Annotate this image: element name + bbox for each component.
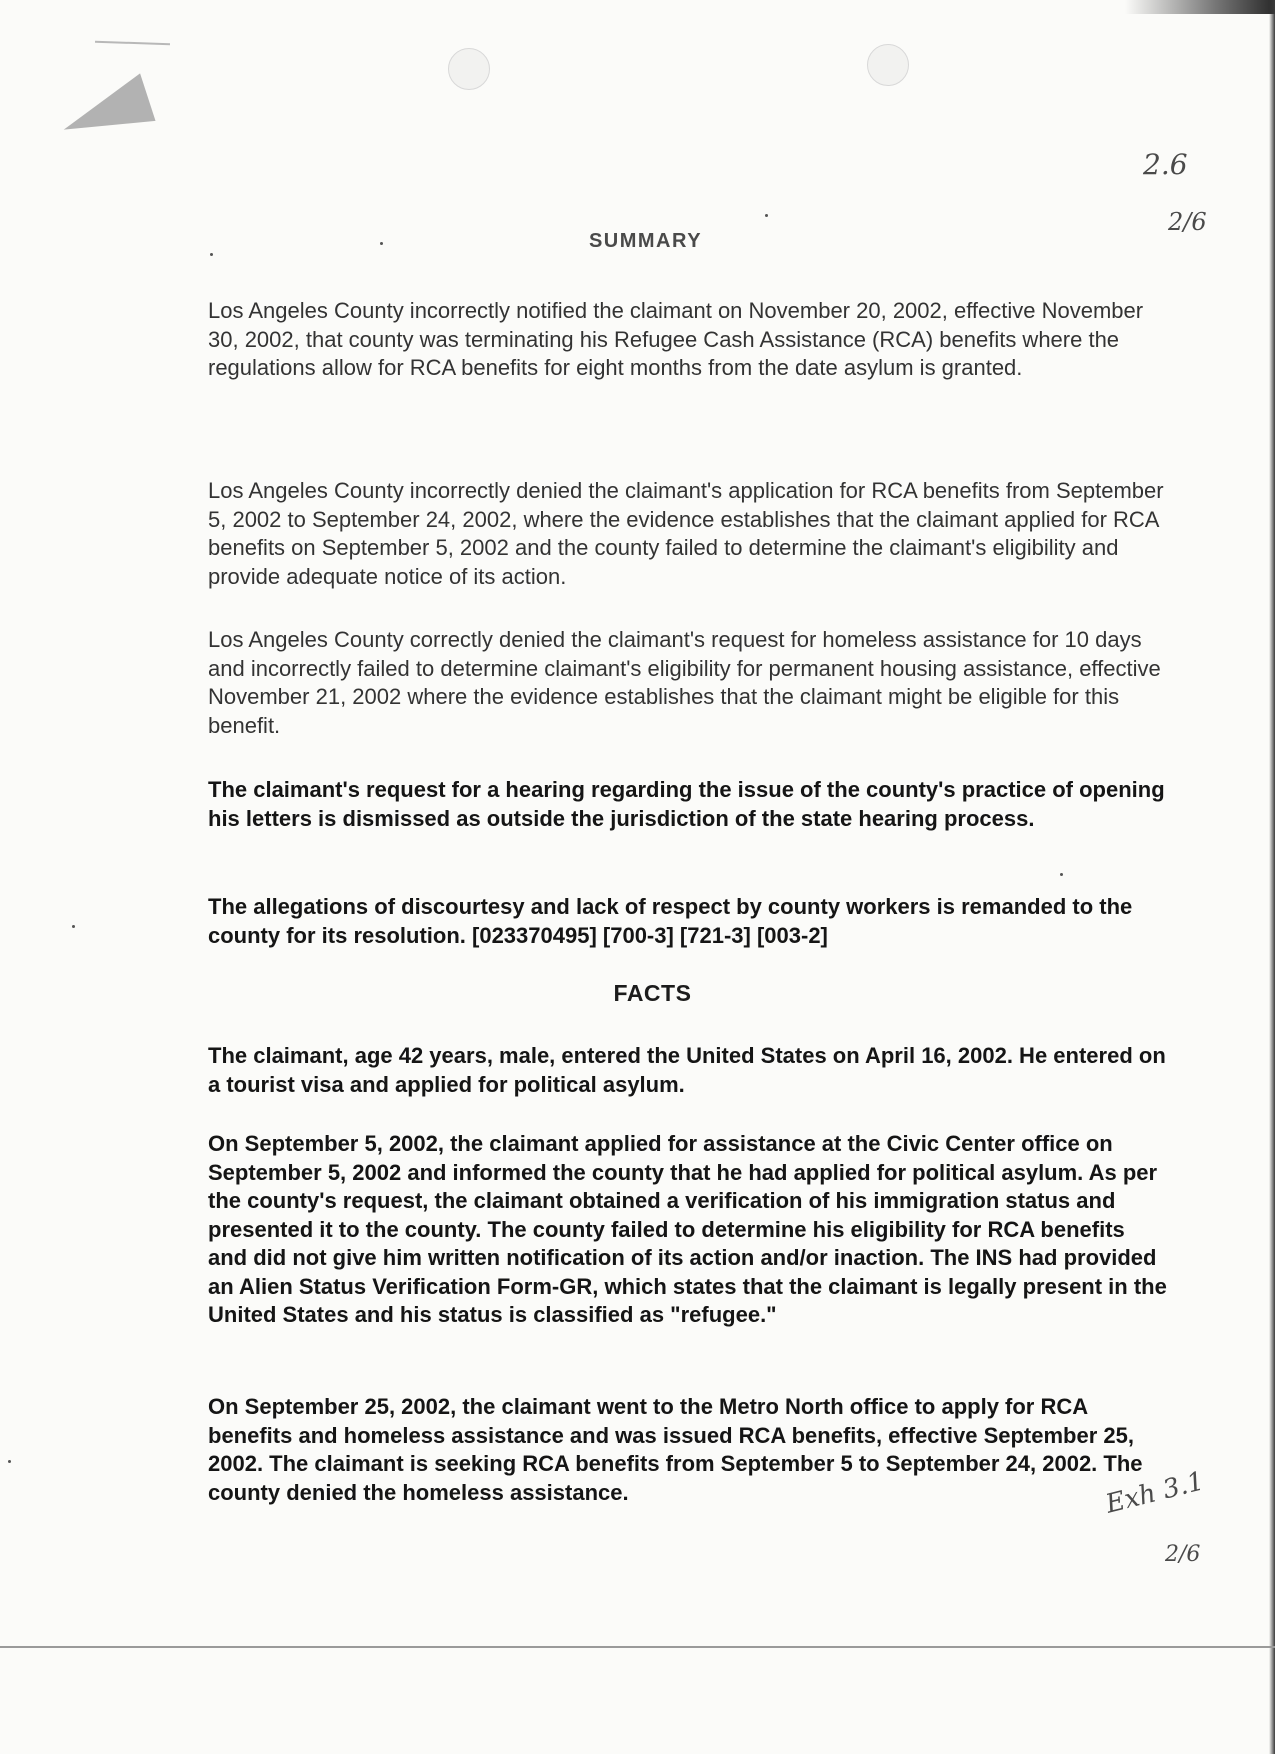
summary-paragraph: Los Angeles County correctly denied the claimant's request for homeless assistance for 10 days and incorrectly failed to determine claimant's eligibility for permanent housing assistance, effective November 21, 2002 where the evidence establishes that the claimant might be eligible for this benefit.: [208, 627, 1161, 738]
summary-heading: SUMMARY: [588, 230, 703, 252]
facts-paragraph: On September 5, 2002, the claimant applied for assistance at the Civic Center office on September 5, 2002 and informed the county that he had applied for political asylum. As per the county's request, the claimant obtained a verification of his immigration status and presented it to the county. The county failed to determine his eligibility for RCA benefits and did not give him written notification of its action and/or inaction. The INS had provided an Alien Status Verification Form-GR, which states that the claimant is legally present in the United States and his status is classified as "refugee.": [208, 1131, 1167, 1327]
scan-speck: [8, 1460, 11, 1463]
scan-artifact-scratch: [95, 41, 170, 46]
scan-artifact-mark: [54, 73, 155, 148]
scan-shadow-corner: [1125, 0, 1275, 14]
summary-paragraph: The claimant's request for a hearing regarding the issue of the county's practice of opening his letters is dismissed as outside the jurisdiction of the state hearing process.: [208, 777, 1165, 831]
handwritten-page-number: 2.6: [1143, 148, 1188, 181]
summary-paragraph: The allegations of discourtesy and lack of respect by county workers is remanded to the county for its resolution. [023370495] [700-3] [721-3] [003-2]: [208, 894, 1133, 948]
scan-shadow-edge: [1269, 0, 1275, 1754]
summary-paragraph: Los Angeles County incorrectly notified the claimant on November 20, 2002, effective November 30, 2002, that county was terminating his Refugee Cash Assistance (RCA) benefits where the regulations allow for RCA benefits for eight months from the date asylum is granted.: [208, 298, 1144, 380]
facts-heading: FACTS: [613, 980, 692, 1006]
handwritten-page-fraction: 2/6: [1168, 208, 1207, 236]
facts-paragraph: The claimant, age 42 years, male, entered the United States on April 16, 2002. He entered on a tourist visa and applied for political asylum.: [208, 1043, 1166, 1097]
facts-paragraph: On September 25, 2002, the claimant went to the Metro North office to apply for RCA benefits and homeless assistance and was issued RCA benefits, effective September 25, 2002. The claimant is seeking RCA benefits from September 5 to September 24, 2002. The county denied the homeless assistance.: [208, 1394, 1143, 1505]
scan-speck: [210, 253, 213, 256]
handwritten-exhibit-label: Exh 3.1: [1102, 1466, 1208, 1520]
scan-speck: [1060, 873, 1063, 876]
summary-paragraph: Los Angeles County incorrectly denied the claimant's application for RCA benefits from September 5, 2002 to September 24, 2002, where the evidence establishes that the claimant applied for RCA benefits on September 5, 2002 and the county failed to determine the claimant's eligibility and provide adequate notice of its action.: [208, 478, 1164, 589]
punch-hole-left: [448, 48, 490, 90]
punch-hole-right: [867, 44, 909, 86]
page-bottom-rule: [0, 1646, 1275, 1648]
handwritten-exhibit-page: 2/6: [1165, 1542, 1201, 1567]
scan-speck: [72, 925, 75, 928]
scan-speck: [765, 214, 768, 217]
